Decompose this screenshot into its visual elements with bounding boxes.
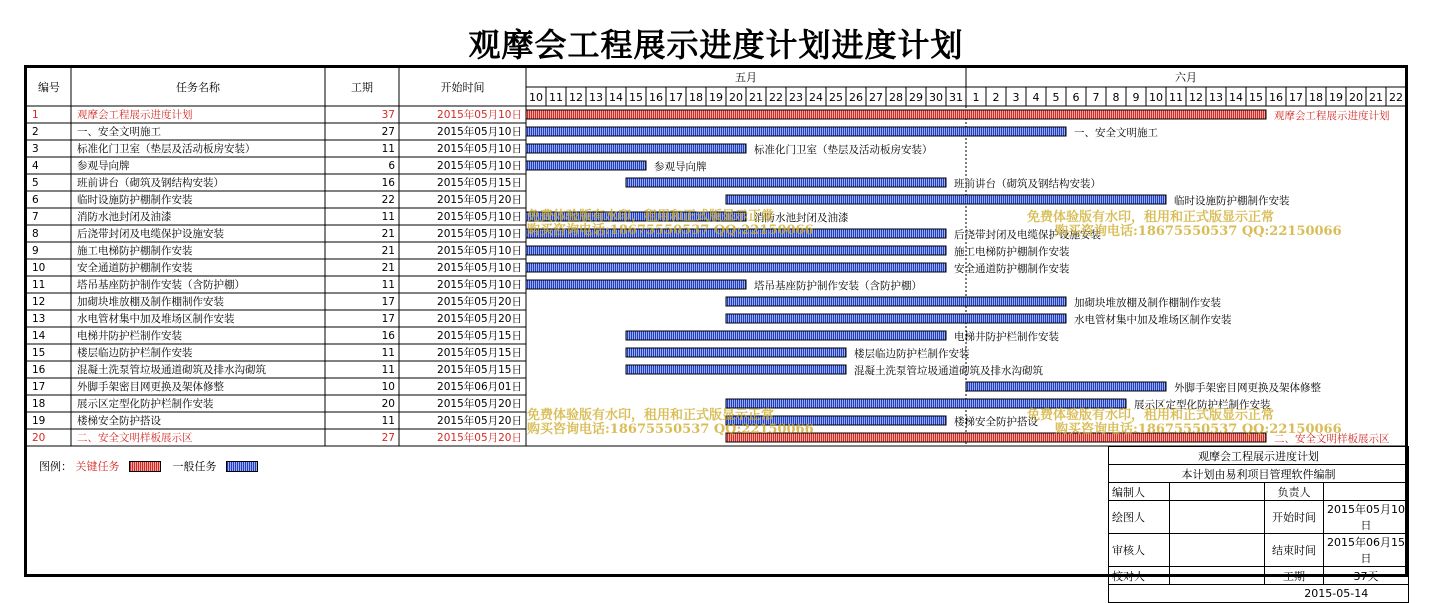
- task-id: 12: [32, 296, 46, 308]
- task-start: 2015年05月20日: [437, 415, 522, 427]
- task-bar: [626, 178, 946, 187]
- task-name: 加砌块堆放棚及制作棚制作安装: [77, 296, 224, 308]
- day-label: 12: [569, 91, 583, 104]
- task-start: 2015年05月20日: [437, 398, 522, 410]
- watermark: 免费体验版有水印，租用和正式版显示正常: [527, 408, 775, 423]
- day-label: 13: [589, 91, 603, 104]
- task-name: 参观导向牌: [77, 160, 130, 172]
- task-name: 二、安全文明样板展示区: [77, 432, 193, 444]
- day-label: 29: [909, 91, 923, 104]
- end-label: 结束时间: [1265, 534, 1324, 567]
- task-bar-label: 参观导向牌: [654, 161, 707, 173]
- day-label: 8: [1112, 91, 1120, 104]
- task-bar: [726, 399, 1126, 408]
- watermark: 免费体验版有水印，租用和正式版显示正常: [527, 209, 775, 224]
- day-label: 30: [929, 91, 943, 104]
- column-header-name: 任务名称: [176, 81, 220, 94]
- task-bar: [726, 416, 946, 425]
- day-label: 11: [549, 91, 563, 104]
- day-label: 6: [1072, 91, 1080, 104]
- task-bar: [726, 433, 1266, 442]
- legend: [39, 458, 266, 474]
- task-bar: [526, 212, 746, 221]
- day-label: 16: [649, 91, 663, 104]
- day-label: 17: [669, 91, 683, 104]
- task-duration: 11: [381, 143, 395, 155]
- day-label: 11: [1169, 91, 1183, 104]
- task-id: 10: [32, 262, 46, 274]
- legend-label: 图例：: [39, 460, 72, 473]
- task-id: 6: [32, 194, 39, 206]
- task-id: 20: [32, 432, 46, 444]
- legend-normal-label: 一般任务: [172, 460, 217, 473]
- task-duration: 10: [381, 381, 395, 393]
- task-start: 2015年06月01日: [437, 381, 522, 393]
- task-bar-label: 水电管材集中加及堆场区制作安装: [1074, 314, 1232, 326]
- task-start: 2015年05月10日: [437, 228, 522, 240]
- checker-value: [1170, 567, 1265, 585]
- task-start: 2015年05月10日: [437, 160, 522, 172]
- reviewer-value: [1170, 534, 1265, 567]
- task-start: 2015年05月10日: [437, 211, 522, 223]
- title-block-note: 本计划由易利项目管理软件编制: [1109, 465, 1409, 483]
- day-label: 26: [849, 91, 863, 104]
- day-label: 21: [749, 91, 763, 104]
- day-label: 14: [1229, 91, 1243, 104]
- day-label: 10: [529, 91, 543, 104]
- task-name: 安全通道防护棚制作安装: [77, 262, 193, 274]
- duration-label: 工期: [1265, 567, 1324, 585]
- task-start: 2015年05月15日: [437, 347, 522, 359]
- task-bar: [726, 297, 1066, 306]
- start-label: 开始时间: [1265, 501, 1324, 534]
- task-duration: 21: [381, 245, 395, 257]
- leader-value: [1324, 483, 1409, 501]
- task-start: 2015年05月20日: [437, 432, 522, 444]
- task-start: 2015年05月10日: [437, 279, 522, 291]
- day-label: 18: [1309, 91, 1323, 104]
- task-bar: [526, 127, 1066, 136]
- month-label: 五月: [735, 71, 757, 84]
- task-name: 施工电梯防护棚制作安装: [77, 245, 193, 257]
- task-name: 观摩会工程展示进度计划: [77, 109, 193, 121]
- task-bar-label: 班前讲台（砌筑及钢结构安装）: [954, 178, 1101, 190]
- task-bar: [526, 229, 946, 238]
- column-header-id: 编号: [38, 81, 60, 94]
- task-name: 班前讲台（砌筑及钢结构安装）: [77, 177, 224, 189]
- task-start: 2015年05月20日: [437, 313, 522, 325]
- editor-label: 编制人: [1109, 483, 1170, 501]
- task-bar-label: 消防水池封闭及油漆: [754, 212, 849, 224]
- day-label: 22: [769, 91, 783, 104]
- task-start: 2015年05月15日: [437, 364, 522, 376]
- task-start: 2015年05月20日: [437, 296, 522, 308]
- editor-value: [1170, 483, 1265, 501]
- task-duration: 22: [381, 194, 395, 206]
- day-label: 10: [1149, 91, 1163, 104]
- chart-title: 观摩会工程展示进度计划进度计划: [468, 26, 964, 64]
- task-bar-label: 施工电梯防护棚制作安装: [954, 246, 1070, 258]
- day-label: 23: [789, 91, 803, 104]
- task-bar: [966, 382, 1166, 391]
- day-label: 21: [1369, 91, 1383, 104]
- task-start: 2015年05月20日: [437, 194, 522, 206]
- task-id: 5: [32, 177, 39, 189]
- day-label: 20: [1349, 91, 1363, 104]
- task-name: 消防水池封闭及油漆: [77, 211, 172, 223]
- task-bar-label: 观摩会工程展示进度计划: [1274, 110, 1390, 122]
- task-id: 2: [32, 126, 39, 138]
- task-bar-label: 楼梯安全防护搭设: [954, 416, 1038, 428]
- task-duration: 27: [381, 126, 395, 138]
- task-bar-label: 电梯井防护栏制作安装: [954, 331, 1059, 343]
- task-duration: 21: [381, 228, 395, 240]
- legend-critical-swatch: [129, 461, 161, 472]
- day-label: 19: [709, 91, 723, 104]
- task-id: 19: [32, 415, 46, 427]
- task-id: 13: [32, 313, 46, 325]
- task-name: 后浇带封闭及电缆保护设施安装: [77, 228, 224, 240]
- task-duration: 20: [381, 398, 395, 410]
- task-bar-label: 标准化门卫室（垫层及活动板房安装）: [754, 144, 933, 156]
- day-label: 17: [1289, 91, 1303, 104]
- task-duration: 17: [381, 296, 395, 308]
- task-name: 展示区定型化防护栏制作安装: [77, 398, 214, 410]
- start-value: 2015年05月10日: [1324, 501, 1409, 534]
- task-id: 9: [32, 245, 39, 257]
- task-id: 11: [32, 279, 46, 291]
- task-bar: [626, 331, 946, 340]
- month-label: 六月: [1175, 71, 1197, 84]
- task-duration: 27: [381, 432, 395, 444]
- task-bar: [526, 144, 746, 153]
- task-id: 3: [32, 143, 39, 155]
- task-start: 2015年05月10日: [437, 126, 522, 138]
- task-name: 标准化门卫室（垫层及活动板房安装）: [77, 143, 256, 155]
- drawer-label: 绘图人: [1109, 501, 1170, 534]
- day-label: 9: [1132, 91, 1140, 104]
- legend-normal-swatch: [226, 461, 258, 472]
- task-id: 15: [32, 347, 46, 359]
- task-name: 楼层临边防护栏制作安装: [77, 347, 193, 359]
- task-bar-label: 塔吊基座防护制作安装（含防护棚）: [754, 280, 922, 292]
- task-bar-label: 加砌块堆放棚及制作棚制作安装: [1074, 297, 1221, 309]
- task-duration: 16: [381, 330, 395, 342]
- task-name: 塔吊基座防护制作安装（含防护棚）: [77, 279, 245, 291]
- task-bar-label: 后浇带封闭及电缆保护设施安装: [954, 229, 1101, 241]
- task-name: 临时设施防护棚制作安装: [77, 194, 193, 206]
- task-id: 7: [32, 211, 39, 223]
- day-label: 1: [972, 91, 980, 104]
- task-name: 电梯井防护栏制作安装: [77, 330, 182, 342]
- column-header-duration: 工期: [351, 81, 373, 94]
- watermark: 免费体验版有水印，租用和正式版显示正常: [1027, 408, 1275, 423]
- task-bar: [526, 110, 1266, 119]
- day-label: 15: [1249, 91, 1263, 104]
- task-start: 2015年05月10日: [437, 262, 522, 274]
- task-name: 外脚手架密目网更换及架体修整: [77, 381, 224, 393]
- day-label: 14: [609, 91, 623, 104]
- day-label: 24: [809, 91, 823, 104]
- duration-value: 37天: [1324, 567, 1409, 585]
- task-duration: 11: [381, 415, 395, 427]
- watermark: 购买咨询电话:18675550537 QQ:22150066: [527, 422, 814, 437]
- column-header-start: 开始时间: [440, 81, 485, 94]
- task-id: 1: [32, 109, 39, 121]
- task-id: 16: [32, 364, 46, 376]
- day-label: 22: [1389, 91, 1403, 104]
- task-bar-label: 安全通道防护棚制作安装: [954, 263, 1070, 275]
- task-name: 一、安全文明施工: [77, 126, 161, 138]
- day-label: 27: [869, 91, 883, 104]
- task-duration: 11: [381, 279, 395, 291]
- task-duration: 17: [381, 313, 395, 325]
- task-duration: 16: [381, 177, 395, 189]
- task-id: 4: [32, 160, 39, 172]
- task-bar: [526, 246, 946, 255]
- task-duration: 6: [388, 160, 395, 172]
- day-label: 4: [1032, 91, 1040, 104]
- task-duration: 37: [381, 109, 395, 121]
- day-label: 3: [1012, 91, 1020, 104]
- task-name: 混凝土洗泵管垃圾通道砌筑及排水沟砌筑: [77, 364, 266, 376]
- day-label: 15: [629, 91, 643, 104]
- title-block-date: 2015-05-14: [1265, 585, 1409, 603]
- task-id: 18: [32, 398, 46, 410]
- task-name: 楼梯安全防护搭设: [77, 415, 161, 427]
- task-id: 14: [32, 330, 46, 342]
- task-bar: [526, 263, 946, 272]
- task-id: 8: [32, 228, 39, 240]
- task-bar-label: 一、安全文明施工: [1074, 127, 1158, 139]
- watermark: 购买咨询电话:18675550537 QQ:22150066: [527, 223, 814, 238]
- task-bar-label: 外脚手架密目网更换及架体修整: [1174, 382, 1321, 394]
- day-label: 5: [1052, 91, 1060, 104]
- task-start: 2015年05月10日: [437, 109, 522, 121]
- task-bar: [626, 365, 846, 374]
- day-label: 12: [1189, 91, 1203, 104]
- task-start: 2015年05月15日: [437, 177, 522, 189]
- task-bar-label: 混凝土洗泵管垃圾通道砌筑及排水沟砌筑: [854, 365, 1043, 377]
- task-duration: 11: [381, 211, 395, 223]
- task-bar-label: 楼层临边防护栏制作安装: [854, 348, 970, 360]
- task-bar-label: 展示区定型化防护栏制作安装: [1134, 399, 1271, 411]
- drawer-value: [1170, 501, 1265, 534]
- task-duration: 11: [381, 347, 395, 359]
- watermark: 购买咨询电话:18675550537 QQ:22150066: [1055, 422, 1342, 437]
- reviewer-label: 审核人: [1109, 534, 1170, 567]
- task-duration: 21: [381, 262, 395, 274]
- end-value: 2015年06月15日: [1324, 534, 1409, 567]
- task-name: 水电管材集中加及堆场区制作安装: [77, 313, 235, 325]
- day-label: 18: [689, 91, 703, 104]
- title-block: [1108, 446, 1409, 603]
- task-bar: [526, 161, 646, 170]
- task-start: 2015年05月10日: [437, 143, 522, 155]
- leader-label: 负责人: [1265, 483, 1324, 501]
- task-bar-label: 二、安全文明样板展示区: [1274, 433, 1390, 445]
- day-label: 13: [1209, 91, 1223, 104]
- task-start: 2015年05月15日: [437, 330, 522, 342]
- task-bar: [626, 348, 846, 357]
- day-label: 2: [992, 91, 1000, 104]
- task-bar: [726, 195, 1166, 204]
- day-label: 7: [1092, 91, 1100, 104]
- task-bar: [526, 280, 746, 289]
- task-duration: 11: [381, 364, 395, 376]
- day-label: 28: [889, 91, 903, 104]
- title-block-project: 观摩会工程展示进度计划: [1109, 447, 1409, 465]
- legend-critical-label: 关键任务: [75, 460, 120, 473]
- checker-label: 校对人: [1109, 567, 1170, 585]
- task-start: 2015年05月10日: [437, 245, 522, 257]
- task-bar-label: 临时设施防护棚制作安装: [1174, 195, 1290, 207]
- watermark: 免费体验版有水印，租用和正式版显示正常: [1027, 210, 1275, 225]
- day-label: 16: [1269, 91, 1283, 104]
- day-label: 20: [729, 91, 743, 104]
- task-id: 17: [32, 381, 46, 393]
- day-label: 25: [829, 91, 843, 104]
- day-label: 31: [949, 91, 963, 104]
- title-block-spacer: [1109, 585, 1265, 603]
- watermark: 购买咨询电话:18675550537 QQ:22150066: [1055, 224, 1342, 239]
- day-label: 19: [1329, 91, 1343, 104]
- task-bar: [726, 314, 1066, 323]
